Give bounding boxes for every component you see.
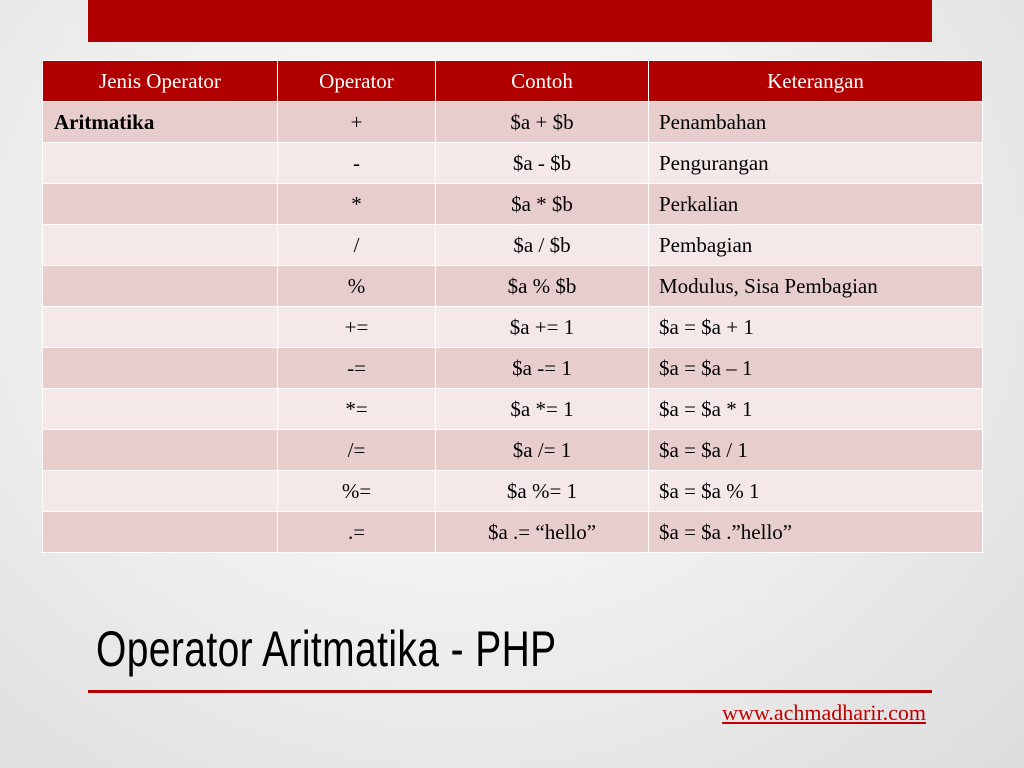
header-jenis-operator: Jenis Operator xyxy=(43,61,278,102)
cell-operator: /= xyxy=(278,430,436,471)
cell-operator: * xyxy=(278,184,436,225)
cell-jenis xyxy=(43,512,278,553)
cell-jenis xyxy=(43,307,278,348)
table-row xyxy=(43,471,983,512)
cell-contoh: $a / $b xyxy=(436,225,649,266)
cell-keterangan: $a = $a .”hello” xyxy=(649,512,983,553)
website-link[interactable]: www.achmadharir.com xyxy=(722,700,926,725)
table-row xyxy=(43,307,983,348)
table-row xyxy=(43,225,983,266)
top-accent-bar xyxy=(88,0,932,42)
cell-contoh: $a -= 1 xyxy=(436,348,649,389)
cell-jenis: Aritmatika xyxy=(43,102,278,143)
cell-contoh: $a += 1 xyxy=(436,307,649,348)
table-row xyxy=(43,512,983,553)
title-underline xyxy=(88,690,932,693)
table-header-row xyxy=(43,61,983,102)
cell-keterangan: $a = $a % 1 xyxy=(649,471,983,512)
cell-operator: %= xyxy=(278,471,436,512)
table-row xyxy=(43,430,983,471)
cell-operator: += xyxy=(278,307,436,348)
header-contoh: Contoh xyxy=(436,61,649,102)
cell-operator: -= xyxy=(278,348,436,389)
cell-operator: + xyxy=(278,102,436,143)
cell-keterangan: Perkalian xyxy=(649,184,983,225)
cell-contoh: $a /= 1 xyxy=(436,430,649,471)
cell-jenis xyxy=(43,143,278,184)
cell-contoh: $a .= “hello” xyxy=(436,512,649,553)
table-row xyxy=(43,184,983,225)
cell-contoh: $a %= 1 xyxy=(436,471,649,512)
table-row xyxy=(43,266,983,307)
cell-operator: .= xyxy=(278,512,436,553)
cell-jenis xyxy=(43,389,278,430)
cell-operator: - xyxy=(278,143,436,184)
cell-jenis xyxy=(43,225,278,266)
cell-operator: / xyxy=(278,225,436,266)
cell-contoh: $a % $b xyxy=(436,266,649,307)
cell-jenis xyxy=(43,266,278,307)
cell-keterangan: $a = $a – 1 xyxy=(649,348,983,389)
table-row xyxy=(43,348,983,389)
table-row xyxy=(43,143,983,184)
cell-operator: *= xyxy=(278,389,436,430)
cell-keterangan: Pembagian xyxy=(649,225,983,266)
cell-contoh: $a *= 1 xyxy=(436,389,649,430)
cell-jenis xyxy=(43,430,278,471)
cell-contoh: $a + $b xyxy=(436,102,649,143)
operator-table xyxy=(42,60,983,553)
cell-keterangan: $a = $a + 1 xyxy=(649,307,983,348)
header-operator: Operator xyxy=(278,61,436,102)
cell-jenis xyxy=(43,348,278,389)
cell-keterangan: Penambahan xyxy=(649,102,983,143)
cell-jenis xyxy=(43,471,278,512)
cell-jenis xyxy=(43,184,278,225)
table-row xyxy=(43,102,983,143)
cell-keterangan: Modulus, Sisa Pembagian xyxy=(649,266,983,307)
cell-keterangan: Pengurangan xyxy=(649,143,983,184)
header-keterangan: Keterangan xyxy=(649,61,983,102)
cell-contoh: $a * $b xyxy=(436,184,649,225)
slide-title: Operator Aritmatika - PHP xyxy=(96,621,557,677)
cell-operator: % xyxy=(278,266,436,307)
cell-contoh: $a - $b xyxy=(436,143,649,184)
table-row xyxy=(43,389,983,430)
cell-keterangan: $a = $a / 1 xyxy=(649,430,983,471)
cell-keterangan: $a = $a * 1 xyxy=(649,389,983,430)
